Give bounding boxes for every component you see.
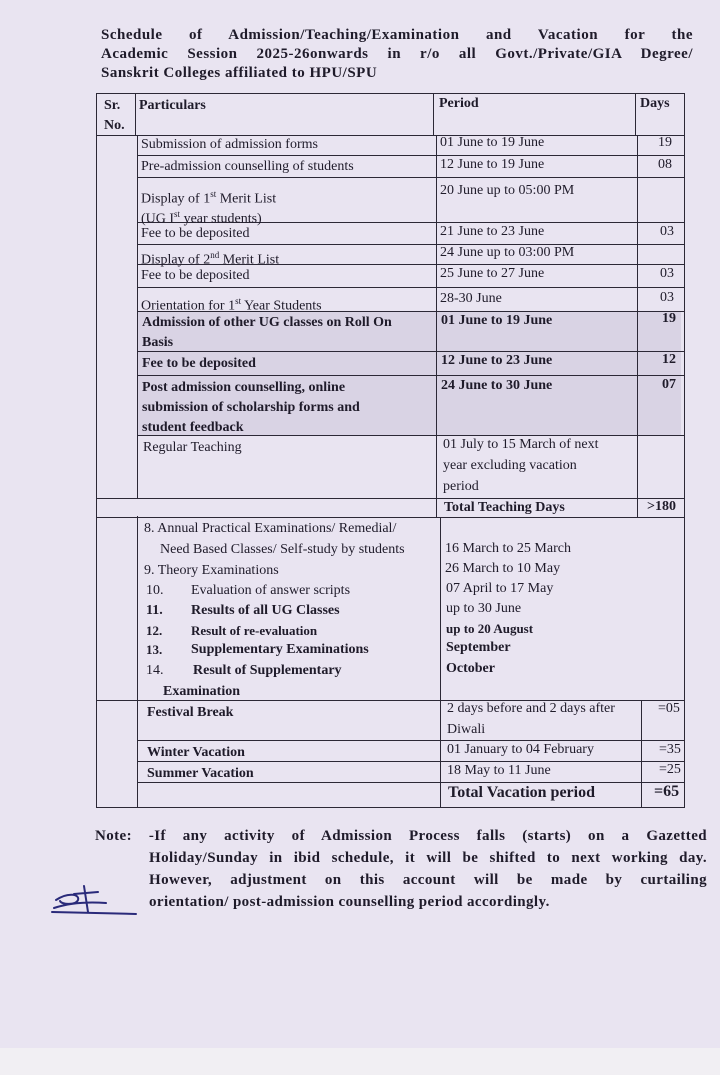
- total-vacation-label: Total Vacation period: [448, 784, 595, 801]
- row-line: [137, 351, 684, 352]
- row-particular: Pre-admission counselling of students: [141, 159, 354, 174]
- exam-period: October: [446, 661, 495, 676]
- row-period: 12 June to 23 June: [441, 353, 553, 368]
- row-period: 20 June up to 05:00 PM: [440, 183, 575, 198]
- row-days: 03: [660, 224, 674, 239]
- row-line: [137, 287, 684, 288]
- note-line-2: Holiday/Sunday in ibid schedule, it will be shifted to next working day.: [149, 850, 707, 866]
- exam-item-line2: Examination: [163, 684, 241, 699]
- period-col-line-b: [440, 518, 441, 808]
- exam-item: 8. Annual Practical Examinations/ Remedial/: [144, 521, 397, 536]
- vacation-days: =05: [658, 701, 680, 716]
- note-label: Note: -: [95, 828, 155, 844]
- note-line-4: orientation/ post-admission counselling period accordingly.: [149, 894, 550, 910]
- header-period: Period: [439, 96, 479, 111]
- sr-col-line-b: [137, 516, 138, 808]
- row-line: [137, 740, 684, 741]
- header-sr-no: Sr. No.: [104, 98, 125, 133]
- row-particular: Admission of other UG classes on Roll On: [142, 315, 392, 330]
- table-top-line: [96, 93, 685, 94]
- total-vacation-days: =65: [654, 783, 680, 800]
- row-line: [137, 375, 684, 376]
- row-particular: Display of 2nd Merit List: [141, 250, 280, 268]
- exam-item: Result of re-evaluation: [191, 623, 318, 638]
- title-line-1: Schedule of Admission/Teaching/Examination and Vacation for the: [101, 27, 693, 43]
- row-particular: Display of 1st Merit List: [141, 189, 277, 207]
- vacation-days: =25: [659, 762, 681, 777]
- row-period: 01 July to 15 March of next: [443, 437, 599, 452]
- period-col-line-a: [436, 135, 437, 518]
- row-period: 24 June up to 03:00 PM: [440, 245, 575, 260]
- days-col-line-a: [637, 135, 638, 518]
- row-particular: Post admission counselling, online: [142, 380, 346, 395]
- vacation-particular: Winter Vacation: [147, 745, 245, 760]
- exam-item: Supplementary Examinations: [191, 642, 369, 657]
- row-days: 08: [658, 157, 672, 172]
- exam-item-num: 12.: [146, 623, 163, 638]
- row-particular: Regular Teaching: [143, 440, 242, 455]
- total-teaching-days: >180: [647, 499, 676, 514]
- days-col-line-head: [635, 93, 636, 135]
- exam-item-line2: Need Based Classes/ Self-study by students: [160, 542, 405, 557]
- row-period-line3: period: [443, 479, 479, 494]
- row-particular: Orientation for 1st Year Students: [141, 296, 322, 314]
- row-period: 24 June to 30 June: [441, 378, 553, 393]
- right-border: [684, 93, 685, 808]
- row-line: [96, 498, 684, 499]
- note-line-1: Note: -If any activity of Admission Process falls (starts) on a Gazetted: [95, 828, 707, 844]
- sr-col-line-a: [137, 135, 138, 498]
- exam-period: up to 20 August: [446, 621, 534, 636]
- row-particular-line3: student feedback: [142, 420, 244, 435]
- exam-period: up to 30 June: [446, 601, 522, 616]
- vacation-period: 2 days before and 2 days after: [447, 701, 615, 716]
- row-line: [137, 155, 684, 156]
- row-days: 03: [660, 266, 674, 281]
- exam-period: September: [446, 640, 511, 655]
- title-line-2: Academic Session 2025-26onwards in r/o all Govt./Private/GIA Degree/: [101, 46, 693, 62]
- row-period: 01 June to 19 June: [441, 313, 553, 328]
- table-bottom-line: [96, 807, 685, 808]
- vacation-particular: Festival Break: [147, 705, 234, 720]
- sr-col-line-head: [135, 93, 136, 135]
- exam-period: 16 March to 25 March: [445, 541, 571, 556]
- vacation-period-line2: Diwali: [447, 722, 486, 737]
- row-particular: Fee to be deposited: [141, 226, 250, 241]
- exam-item-num: 11.: [146, 603, 163, 618]
- exam-item: Result of Supplementary: [193, 663, 342, 678]
- row-particular-line2: (UG Ist year students): [141, 209, 262, 227]
- row-days: 12: [662, 352, 676, 367]
- row-days: 07: [662, 377, 676, 392]
- row-period: 01 June to 19 June: [440, 135, 545, 150]
- total-teaching-label: Total Teaching Days: [444, 500, 565, 515]
- exam-item: Evaluation of answer scripts: [191, 583, 351, 598]
- days-col-line-b: [641, 700, 642, 808]
- row-days: 19: [658, 135, 672, 150]
- exam-item-num: 14.: [146, 663, 164, 678]
- header-days: Days: [640, 96, 670, 111]
- row-line: [96, 517, 684, 518]
- vacation-days: =35: [659, 742, 681, 757]
- row-period: 21 June to 23 June: [440, 224, 545, 239]
- vacation-particular: Summer Vacation: [147, 766, 254, 781]
- row-period-line2: year excluding vacation: [443, 458, 577, 473]
- note-line-3: However, adjustment on this account will be made by curtailing: [149, 872, 707, 888]
- row-line: [137, 177, 684, 178]
- exam-period: 26 March to 10 May: [445, 561, 561, 576]
- row-particular: Fee to be deposited: [142, 356, 256, 371]
- row-days: 03: [660, 290, 674, 305]
- exam-item: Results of all UG Classes: [191, 603, 340, 618]
- exam-item: 9. Theory Examinations: [144, 563, 279, 578]
- note-block: [95, 825, 707, 913]
- row-period: 28-30 June: [440, 291, 502, 306]
- title-line-3: Sanskrit Colleges affiliated to HPU/SPU: [101, 65, 378, 81]
- document-title: [101, 26, 693, 83]
- exam-item-num: 13.: [146, 642, 163, 657]
- row-days: 19: [662, 311, 676, 326]
- exam-period: 07 April to 17 May: [446, 581, 554, 596]
- vacation-period: 18 May to 11 June: [447, 763, 551, 778]
- row-particular: Submission of admission forms: [141, 137, 318, 152]
- row-particular: Fee to be deposited: [141, 268, 250, 283]
- period-col-line-head: [433, 93, 434, 135]
- row-particular-line2: submission of scholarship forms and: [142, 400, 360, 415]
- signature-icon: [48, 878, 138, 918]
- row-particular-line2: Basis: [142, 335, 174, 350]
- exam-item-num: 10.: [146, 583, 164, 598]
- vacation-period: 01 January to 04 February: [447, 742, 594, 757]
- header-particulars: Particulars: [139, 98, 206, 113]
- row-period: 12 June to 19 June: [440, 157, 545, 172]
- row-period: 25 June to 27 June: [440, 266, 545, 281]
- bottom-margin: [0, 1048, 720, 1075]
